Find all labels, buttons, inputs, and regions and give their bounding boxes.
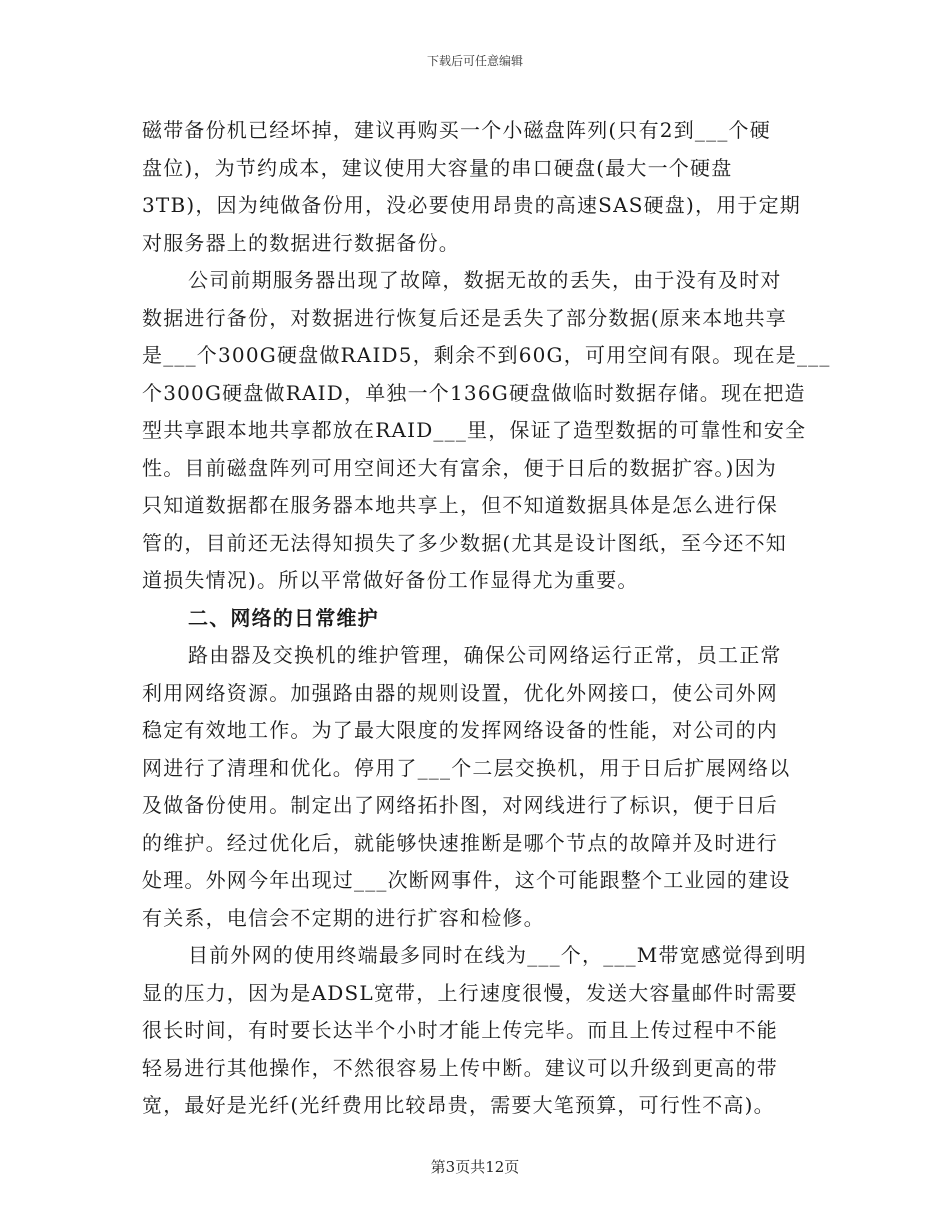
text-line: 磁带备份机已经坏掉，建议再购买一个小磁盘阵列(只有2到___个硬	[142, 118, 771, 142]
text-line: 轻易进行其他操作，不然很容易上传中断。建议可以升级到更高的带	[142, 1055, 778, 1080]
text-line: 只知道数据都在服务器本地共享上，但不知道数据具体是怎么进行保	[142, 493, 778, 517]
text-line: 显的压力，因为是ADSL宽带，上行速度很慢，发送大容量邮件时需要	[142, 980, 798, 1005]
text-line: 道损失情况)。所以平常做好备份工作显得尤为重要。	[142, 568, 639, 592]
text-line: 对服务器上的数据进行数据备份。	[142, 230, 460, 255]
section-heading: 二、网络的日常维护	[188, 605, 379, 630]
text-line: 是___个300G硬盘做RAID5，剩余不到60G，可用空间有限。现在是___	[142, 343, 831, 367]
page-footer: 第3页共12页	[430, 1158, 520, 1176]
document-body	[142, 112, 831, 1125]
text-line: 性。目前磁盘阵列可用空间还大有富余，便于日后的数据扩容。)因为	[142, 455, 778, 480]
paragraph-first-line: 目前外网的使用终端最多同时在线为___个，___M带宽感觉得到明	[188, 943, 807, 967]
text-line: 及做备份使用。制定出了网络拓扑图，对网线进行了标识，便于日后	[142, 793, 778, 817]
text-line: 个300G硬盘做RAID，单独一个136G硬盘做临时数据存储。现在把造	[142, 380, 806, 405]
text-line: 盘位)，为节约成本，建议使用大容量的串口硬盘(最大一个硬盘	[142, 155, 733, 180]
paragraph-first-line: 路由器及交换机的维护管理，确保公司网络运行正常，员工正常	[188, 643, 782, 667]
text-line: 宽，最好是光纤(光纤费用比较昂贵，需要大笔预算，可行性不高)。	[142, 1093, 775, 1117]
text-line: 网进行了清理和优化。停用了___个二层交换机，用于日后扩展网络以	[142, 755, 791, 780]
text-line: 有关系，电信会不定期的进行扩容和检修。	[142, 905, 545, 930]
text-line: 管的，目前还无法得知损失了多少数据(尤其是设计图纸，至今还不知	[142, 530, 788, 555]
text-line: 利用网络资源。加强路由器的规则设置，优化外网接口，使公司外网	[142, 680, 778, 705]
text-line: 3TB)，因为纯做备份用，没必要使用昂贵的高速SAS硬盘)，用于定期	[142, 193, 802, 217]
text-line: 型共享跟本地共享都放在RAID___里，保证了造型数据的可靠性和安全	[142, 418, 807, 442]
text-line: 数据进行备份，对数据进行恢复后还是丢失了部分数据(原来本地共享	[142, 305, 788, 330]
text-line: 的维护。经过优化后，就能够快速推断是哪个节点的故障并及时进行	[142, 830, 778, 855]
text-line: 稳定有效地工作。为了最大限度的发挥网络设备的性能，对公司的内	[142, 718, 778, 742]
page-header: 下载后可任意编辑	[426, 54, 523, 68]
text-line: 处理。外网今年出现过___次断网事件，这个可能跟整个工业园的建设	[142, 868, 791, 892]
text-line: 很长时间，有时要长达半个小时才能上传完毕。而且上传过程中不能	[142, 1018, 778, 1042]
paragraph-first-line: 公司前期服务器出现了故障，数据无故的丢失，由于没有及时对	[188, 268, 782, 292]
